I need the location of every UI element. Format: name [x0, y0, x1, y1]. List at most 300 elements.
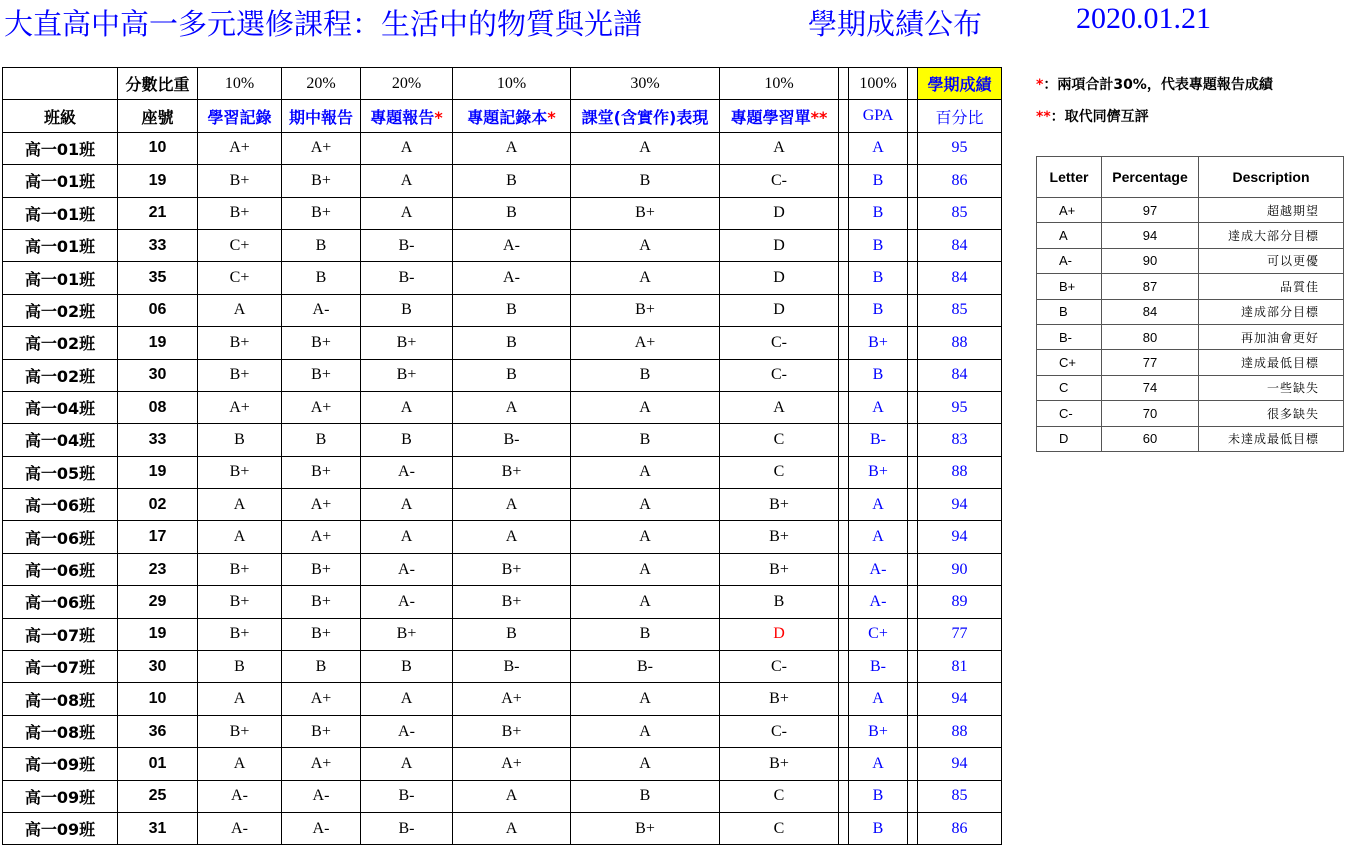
percent-cell: 94 [918, 683, 1002, 715]
grade-cell: B+ [720, 521, 839, 553]
grade-cell: B [361, 294, 453, 326]
percent-cell: 84 [918, 229, 1002, 261]
table-row [3, 456, 1002, 488]
seat-cell: 02 [118, 489, 198, 521]
grade-cell: B+ [198, 553, 282, 585]
grade-cell: B [361, 651, 453, 683]
gpa-cell: B [849, 359, 908, 391]
seat-cell: 25 [118, 780, 198, 812]
seat-cell: 10 [118, 132, 198, 164]
percent-cell: 85 [918, 197, 1002, 229]
table-row [3, 618, 1002, 650]
class-cell: 高一08班 [3, 715, 118, 747]
grade-cell: A [361, 165, 453, 197]
grade-cell: A- [282, 294, 361, 326]
table-row [3, 327, 1002, 359]
gap-cell [908, 489, 918, 521]
gap-cell [908, 68, 918, 100]
percent-cell: 84 [918, 262, 1002, 294]
grade-cell: B [571, 618, 720, 650]
scale-description: 達成最低目標 [1199, 350, 1344, 375]
grade-cell: A [361, 748, 453, 780]
grade-cell: B+ [720, 683, 839, 715]
scale-description: 達成大部分目標 [1199, 223, 1344, 248]
grade-cell: A [453, 391, 571, 423]
percent-cell: 95 [918, 391, 1002, 423]
grade-cell: B [571, 424, 720, 456]
grade-cell: C [720, 456, 839, 488]
class-cell: 高一09班 [3, 748, 118, 780]
grade-cell: A [453, 812, 571, 844]
grade-cell: B+ [571, 197, 720, 229]
table-row [3, 294, 1002, 326]
table-row [3, 424, 1002, 456]
grade-cell: C [720, 780, 839, 812]
grade-cell: C+ [198, 262, 282, 294]
seat-cell: 30 [118, 359, 198, 391]
grade-cell: B+ [361, 327, 453, 359]
grade-cell: B+ [720, 553, 839, 585]
column-header-mark: * [434, 107, 443, 127]
grade-cell: B- [361, 262, 453, 294]
percent-cell: 89 [918, 586, 1002, 618]
grade-cell: A [361, 391, 453, 423]
gpa-cell: B [849, 165, 908, 197]
scale-percentage-header: Percentage [1102, 157, 1199, 198]
gap-cell [908, 229, 918, 261]
gpa-cell: C+ [849, 618, 908, 650]
grade-cell: A [198, 489, 282, 521]
class-cell: 高一06班 [3, 553, 118, 585]
scale-row [1037, 426, 1344, 451]
seat-header: 座號 [118, 100, 198, 132]
grade-cell: A [571, 553, 720, 585]
grade-cell: A- [361, 456, 453, 488]
gap-cell [839, 229, 849, 261]
grade-cell: B+ [571, 294, 720, 326]
class-cell: 高一01班 [3, 262, 118, 294]
grades-table [2, 67, 1002, 845]
grade-cell: A- [453, 229, 571, 261]
grade-cell: A [571, 586, 720, 618]
grade-cell: B+ [198, 359, 282, 391]
grade-cell: B- [571, 651, 720, 683]
note-single-star [1036, 74, 1346, 106]
gap-cell [839, 132, 849, 164]
seat-cell: 29 [118, 586, 198, 618]
column-header [453, 100, 571, 132]
seat-cell: 19 [118, 165, 198, 197]
grade-cell: B+ [282, 197, 361, 229]
grade-cell: A [571, 132, 720, 164]
grade-cell: A+ [282, 521, 361, 553]
note-double-star [1036, 106, 1346, 138]
gap-cell [908, 165, 918, 197]
class-cell: 高一02班 [3, 294, 118, 326]
column-header-mark: ** [810, 107, 828, 127]
grade-cell: D [720, 229, 839, 261]
grade-cell: B+ [720, 489, 839, 521]
scale-description: 可以更優 [1199, 248, 1344, 273]
grade-cell: B- [453, 424, 571, 456]
grade-cell: B [361, 424, 453, 456]
grade-cell: B+ [198, 586, 282, 618]
class-cell: 高一08班 [3, 683, 118, 715]
title-bar [0, 0, 1350, 40]
percent-cell: 83 [918, 424, 1002, 456]
scale-row [1037, 299, 1344, 324]
gap-cell [839, 327, 849, 359]
grade-cell: A [571, 262, 720, 294]
seat-cell: 35 [118, 262, 198, 294]
scale-description: 達成部分目標 [1199, 299, 1344, 324]
class-cell: 高一04班 [3, 424, 118, 456]
grade-cell: B+ [453, 553, 571, 585]
gpa-cell: A [849, 748, 908, 780]
percent-cell: 90 [918, 553, 1002, 585]
note-text: ：取代同儕互評 [1050, 109, 1149, 125]
grade-cell: B [282, 651, 361, 683]
scale-description: 很多缺失 [1199, 401, 1344, 426]
gap-cell [839, 456, 849, 488]
scale-letter: A- [1037, 248, 1102, 273]
gap-cell [908, 586, 918, 618]
gpa-cell: A- [849, 553, 908, 585]
grade-cell: A [453, 132, 571, 164]
table-row [3, 197, 1002, 229]
grade-cell: D [720, 262, 839, 294]
grade-cell: D [720, 197, 839, 229]
table-row [3, 262, 1002, 294]
seat-cell: 30 [118, 651, 198, 683]
percent-cell: 86 [918, 165, 1002, 197]
percent-cell: 94 [918, 748, 1002, 780]
grade-cell: A [571, 489, 720, 521]
grade-cell: A [571, 715, 720, 747]
gap-cell [908, 424, 918, 456]
weights-label: 分數比重 [118, 68, 198, 100]
grade-cell: B+ [198, 165, 282, 197]
gap-cell [839, 294, 849, 326]
grade-cell: B+ [720, 748, 839, 780]
grade-cell: B+ [282, 165, 361, 197]
seat-cell: 06 [118, 294, 198, 326]
scale-letter: A [1037, 223, 1102, 248]
weight-cell: 30% [571, 68, 720, 100]
grade-cell: B [453, 197, 571, 229]
scale-row [1037, 198, 1344, 223]
gap-cell [839, 553, 849, 585]
grade-cell: A- [453, 262, 571, 294]
table-row [3, 229, 1002, 261]
seat-cell: 33 [118, 424, 198, 456]
grade-cell: A+ [571, 327, 720, 359]
gap-cell [839, 262, 849, 294]
scale-description: 未達成最低目標 [1199, 426, 1344, 451]
column-header-label: 期中報告 [288, 107, 353, 127]
seat-cell: 08 [118, 391, 198, 423]
grade-cell: A [361, 197, 453, 229]
gpa-header: GPA [849, 100, 908, 132]
scale-percentage: 97 [1102, 198, 1199, 223]
gap-cell [908, 456, 918, 488]
column-header-mark: * [547, 107, 556, 127]
class-cell: 高一09班 [3, 812, 118, 844]
class-cell: 高一06班 [3, 489, 118, 521]
grade-cell: A+ [198, 132, 282, 164]
gpa-cell: B+ [849, 327, 908, 359]
grade-cell: B+ [571, 812, 720, 844]
gap-cell [908, 812, 918, 844]
grade-cell: B+ [282, 715, 361, 747]
table-row [3, 812, 1002, 844]
gap-cell [839, 748, 849, 780]
gap-cell [908, 197, 918, 229]
grade-cell: B+ [198, 327, 282, 359]
class-cell: 高一04班 [3, 391, 118, 423]
table-row [3, 165, 1002, 197]
grade-cell: A [361, 489, 453, 521]
gap-cell [908, 262, 918, 294]
header-row [3, 100, 1002, 132]
gpa-cell: B [849, 294, 908, 326]
scale-row [1037, 324, 1344, 349]
grade-cell: A [571, 456, 720, 488]
grading-scale-table [1036, 156, 1344, 452]
grade-cell: A+ [282, 683, 361, 715]
grade-cell: C- [720, 165, 839, 197]
gpa-cell: B+ [849, 456, 908, 488]
column-header-label: 專題學習單 [730, 107, 811, 127]
scale-letter: B- [1037, 324, 1102, 349]
scale-row [1037, 350, 1344, 375]
class-header: 班級 [3, 100, 118, 132]
gpa-cell: B [849, 229, 908, 261]
gap-cell [839, 812, 849, 844]
grade-cell: B [453, 294, 571, 326]
percent-cell: 94 [918, 521, 1002, 553]
seat-cell: 36 [118, 715, 198, 747]
grade-cell: A+ [282, 489, 361, 521]
scale-row [1037, 375, 1344, 400]
grade-cell: A [571, 521, 720, 553]
percent-cell: 81 [918, 651, 1002, 683]
gap-cell [908, 521, 918, 553]
seat-cell: 19 [118, 327, 198, 359]
gpa-cell: B+ [849, 715, 908, 747]
table-row [3, 780, 1002, 812]
grade-cell: B [453, 165, 571, 197]
grade-cell: B+ [282, 586, 361, 618]
grade-cell: B- [361, 229, 453, 261]
column-header [720, 100, 839, 132]
seat-cell: 01 [118, 748, 198, 780]
percent-cell: 85 [918, 294, 1002, 326]
grade-cell: B [453, 359, 571, 391]
grade-cell: A- [361, 715, 453, 747]
grade-cell: C- [720, 715, 839, 747]
gap-cell [839, 586, 849, 618]
gap-cell [908, 748, 918, 780]
note-mark: * [1036, 77, 1044, 93]
seat-cell: 33 [118, 229, 198, 261]
grade-cell: A [361, 683, 453, 715]
scale-percentage: 80 [1102, 324, 1199, 349]
scale-percentage: 94 [1102, 223, 1199, 248]
class-cell: 高一01班 [3, 165, 118, 197]
weight-cell: 10% [198, 68, 282, 100]
seat-cell: 19 [118, 456, 198, 488]
table-row [3, 683, 1002, 715]
gap-cell [839, 683, 849, 715]
grade-cell: A [198, 683, 282, 715]
column-header [282, 100, 361, 132]
column-header [361, 100, 453, 132]
percent-cell: 95 [918, 132, 1002, 164]
grade-cell: A- [198, 780, 282, 812]
grade-cell: A+ [282, 132, 361, 164]
class-cell: 高一01班 [3, 132, 118, 164]
class-cell: 高一07班 [3, 651, 118, 683]
gpa-cell: A [849, 132, 908, 164]
table-row [3, 521, 1002, 553]
grade-cell: A [571, 683, 720, 715]
grade-cell: B [453, 327, 571, 359]
grade-cell: B [453, 618, 571, 650]
gpa-cell: A- [849, 586, 908, 618]
class-cell: 高一01班 [3, 197, 118, 229]
gap-cell [908, 327, 918, 359]
grade-cell: A [571, 229, 720, 261]
gap-cell [839, 618, 849, 650]
gap-cell [908, 391, 918, 423]
note-text: ：兩項合計30%，代表專題報告成績 [1043, 77, 1273, 93]
grade-cell: A [361, 521, 453, 553]
seat-cell: 23 [118, 553, 198, 585]
grade-cell: A [453, 521, 571, 553]
grade-cell: A- [361, 586, 453, 618]
percent-cell: 86 [918, 812, 1002, 844]
gpa-cell: B [849, 262, 908, 294]
gap-cell [839, 780, 849, 812]
page-subtitle: 學期成績公布 [808, 7, 983, 41]
gap-cell [908, 651, 918, 683]
grade-cell: B+ [282, 553, 361, 585]
percent-cell: 88 [918, 715, 1002, 747]
grade-cell: B+ [198, 456, 282, 488]
gap-cell [908, 683, 918, 715]
grade-cell: A [453, 780, 571, 812]
gpa-cell: B [849, 197, 908, 229]
class-cell: 高一07班 [3, 618, 118, 650]
seat-cell: 19 [118, 618, 198, 650]
column-header-label: 專題報告 [370, 107, 435, 127]
column-header-label: 專題記錄本 [467, 107, 548, 127]
gap-cell [839, 197, 849, 229]
weights-empty-cell [3, 68, 118, 100]
grade-cell: B+ [198, 197, 282, 229]
seat-cell: 10 [118, 683, 198, 715]
gap-cell [839, 391, 849, 423]
scale-description: 超越期望 [1199, 198, 1344, 223]
gap-cell [839, 68, 849, 100]
grade-cell: A+ [282, 748, 361, 780]
scale-description: 品質佳 [1199, 274, 1344, 299]
grade-cell: B [571, 780, 720, 812]
scale-percentage: 70 [1102, 401, 1199, 426]
publish-date: 2020.01.21 [1076, 2, 1211, 35]
scale-letter: B [1037, 299, 1102, 324]
grade-cell: A [198, 521, 282, 553]
scale-letter: A+ [1037, 198, 1102, 223]
percent-cell: 94 [918, 489, 1002, 521]
table-row [3, 391, 1002, 423]
class-cell: 高一09班 [3, 780, 118, 812]
class-cell: 高一06班 [3, 586, 118, 618]
gpa-cell: B [849, 812, 908, 844]
page-title: 大直高中高一多元選修課程：生活中的物質與光譜 [4, 7, 643, 41]
column-header-label: 學習記錄 [207, 107, 272, 127]
grade-cell: A [198, 748, 282, 780]
table-row [3, 359, 1002, 391]
scale-letter-header: Letter [1037, 157, 1102, 198]
column-header [571, 100, 720, 132]
gap-cell [908, 100, 918, 132]
scale-letter: C [1037, 375, 1102, 400]
grade-cell: C- [720, 651, 839, 683]
gpa-cell: B- [849, 424, 908, 456]
grade-cell: C- [720, 359, 839, 391]
grade-cell: B+ [282, 359, 361, 391]
grade-cell: B+ [198, 715, 282, 747]
gpa-cell: B- [849, 651, 908, 683]
grade-cell: A [720, 132, 839, 164]
scale-row [1037, 248, 1344, 273]
scale-row [1037, 401, 1344, 426]
seat-cell: 17 [118, 521, 198, 553]
scale-description: 一些缺失 [1199, 375, 1344, 400]
grade-cell: C- [720, 327, 839, 359]
gap-cell [839, 165, 849, 197]
grade-cell: A+ [198, 391, 282, 423]
grade-cell: A [453, 489, 571, 521]
grade-cell: B [282, 262, 361, 294]
gap-cell [908, 359, 918, 391]
table-row [3, 715, 1002, 747]
weight-cell: 10% [720, 68, 839, 100]
grade-cell: C [720, 424, 839, 456]
gap-cell [839, 424, 849, 456]
gap-cell [839, 100, 849, 132]
scale-letter: C- [1037, 401, 1102, 426]
note-mark: ** [1036, 109, 1051, 125]
gap-cell [908, 132, 918, 164]
table-row [3, 132, 1002, 164]
percent-cell: 84 [918, 359, 1002, 391]
class-cell: 高一01班 [3, 229, 118, 261]
grade-cell: B [198, 651, 282, 683]
grade-cell: B+ [198, 618, 282, 650]
gap-cell [839, 359, 849, 391]
seat-cell: 21 [118, 197, 198, 229]
notes [1036, 74, 1346, 138]
gap-cell [908, 618, 918, 650]
scale-header-row [1037, 157, 1344, 198]
grade-cell: B- [453, 651, 571, 683]
gpa-cell: A [849, 683, 908, 715]
grade-cell: B [282, 424, 361, 456]
grade-cell: B [571, 165, 720, 197]
